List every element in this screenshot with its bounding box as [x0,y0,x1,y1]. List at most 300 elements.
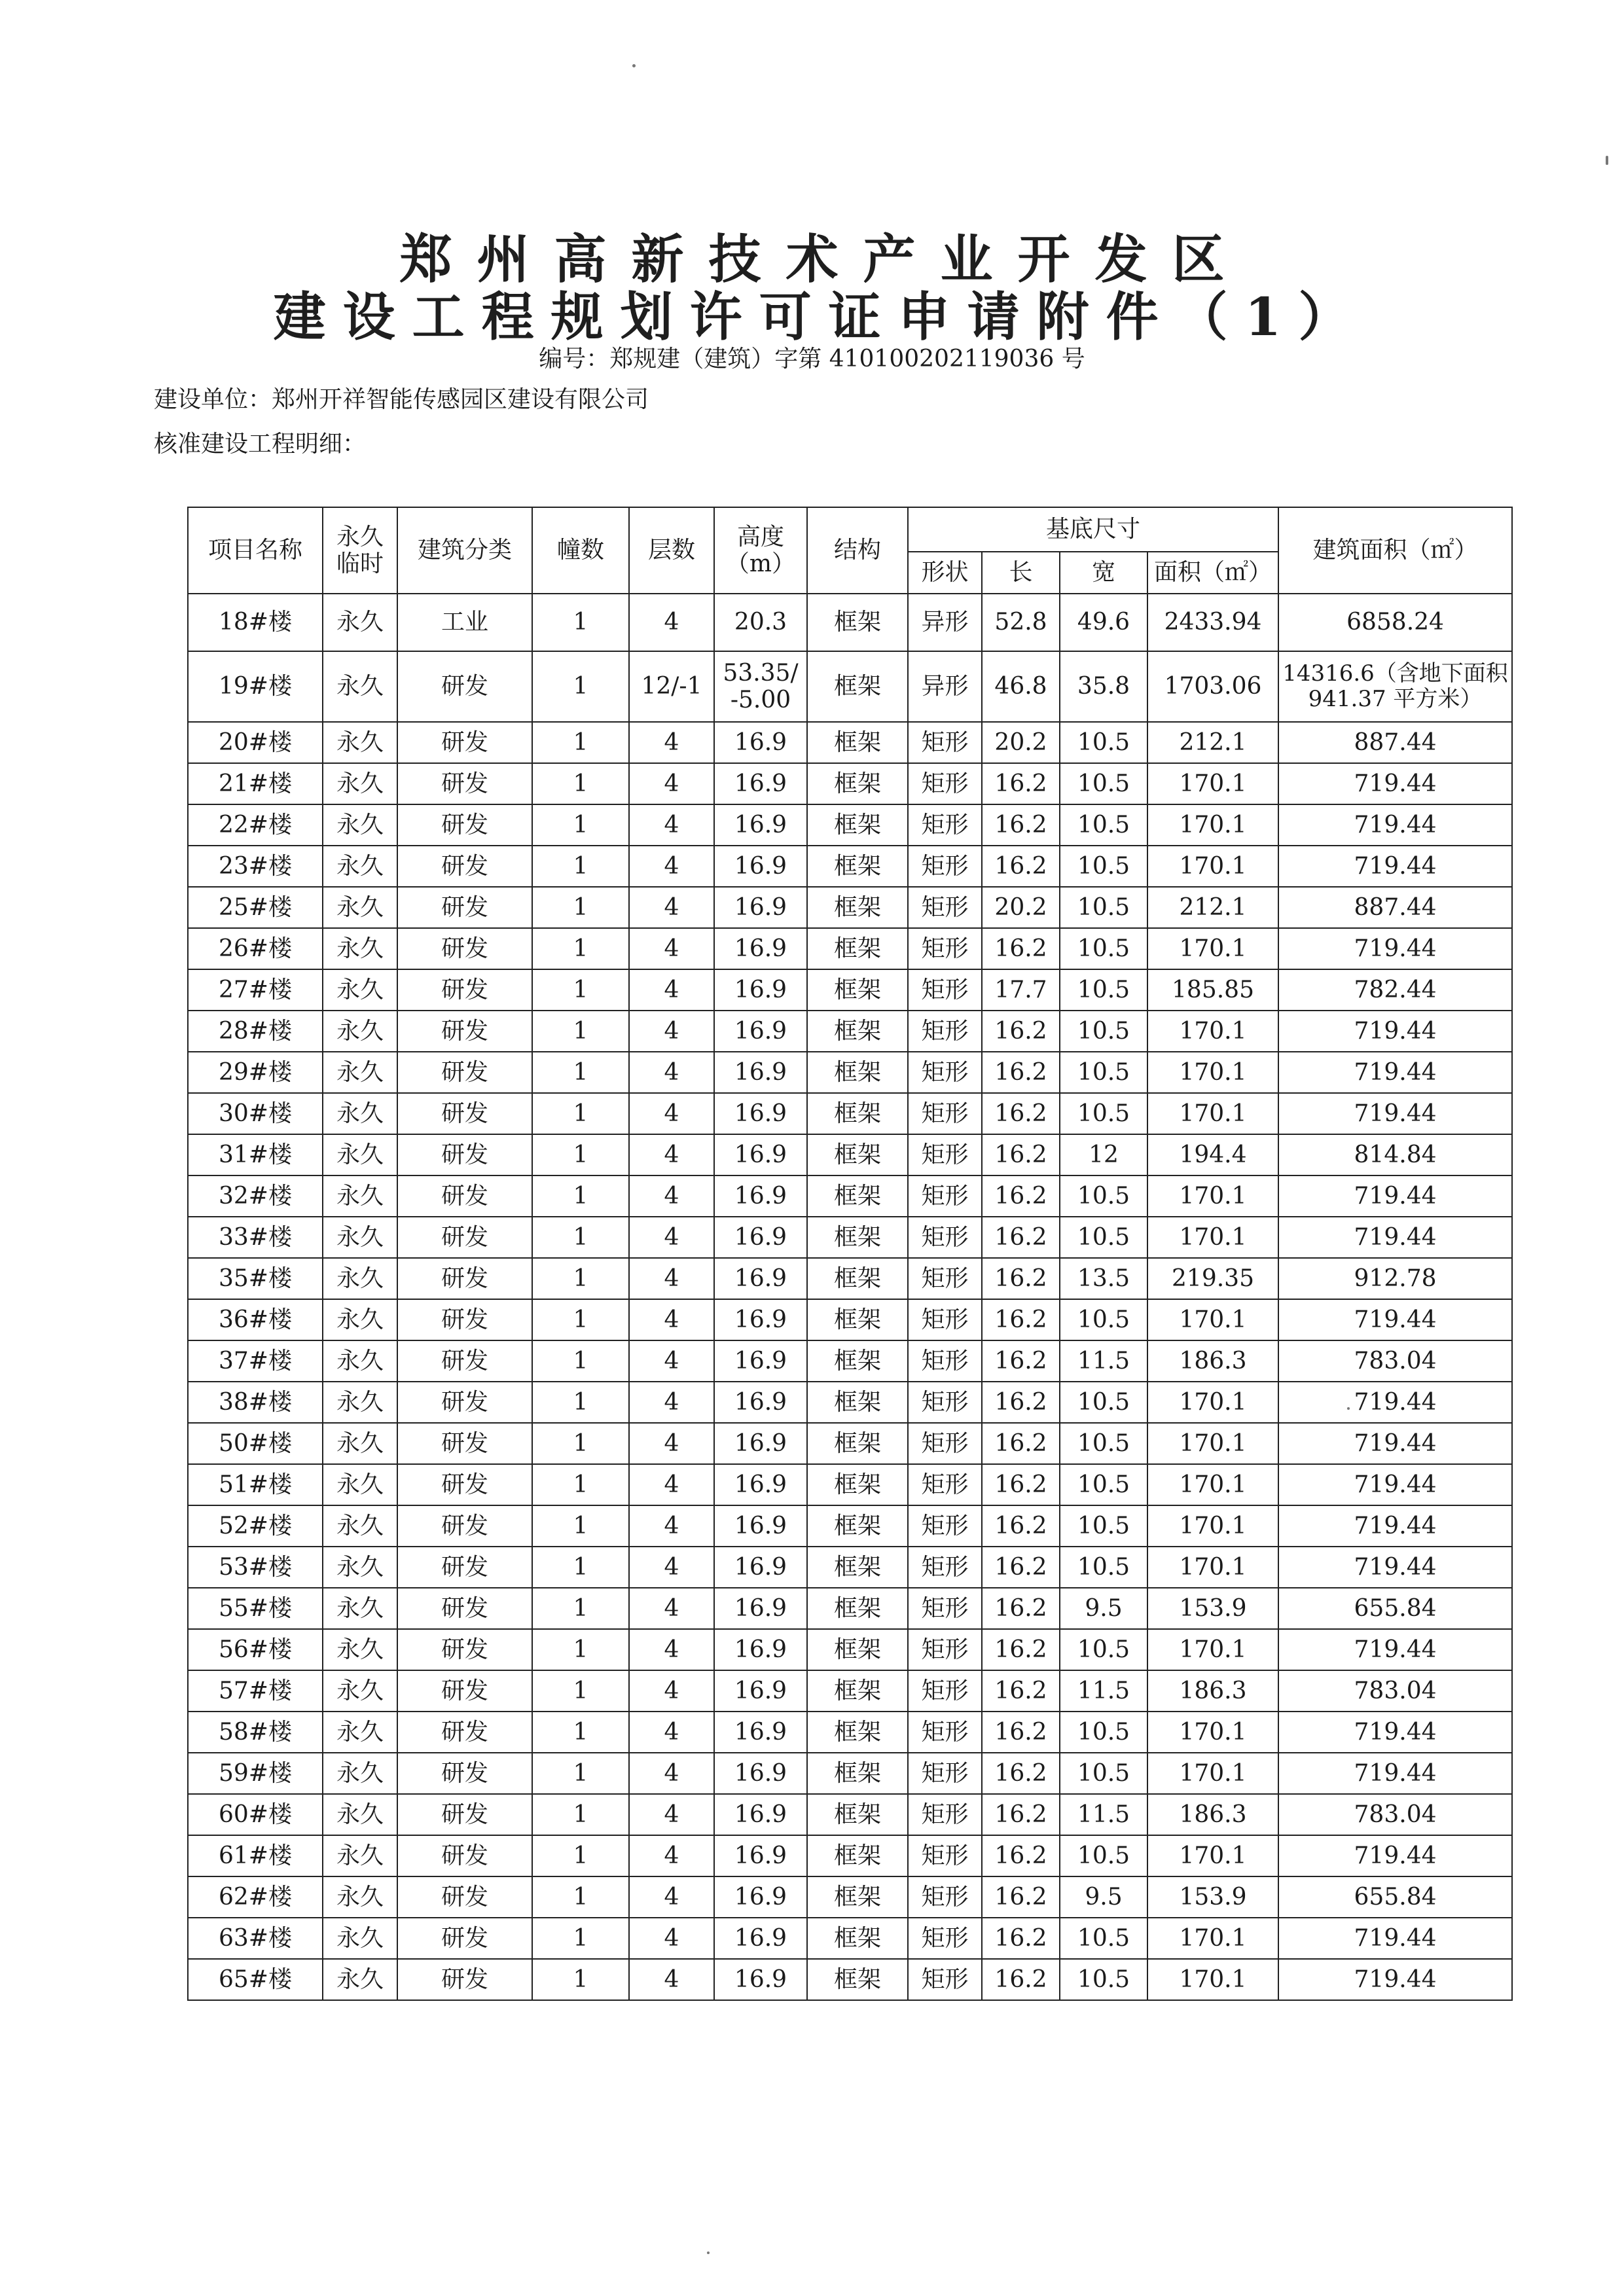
cell-structure: 框架 [807,1175,908,1217]
header-floor-area: 建筑面积（㎡） [1278,507,1512,594]
cell-height: 16.9 [714,1464,807,1505]
cell-shape: 矩形 [908,1712,982,1753]
cell-length: 16.2 [982,1382,1060,1423]
cell-category: 研发 [397,887,532,928]
cell-width: 10.5 [1060,1382,1147,1423]
cell-floor-area: 719.44 [1278,1505,1512,1547]
header-length: 长 [982,552,1060,594]
header-width: 宽 [1060,552,1147,594]
cell-width: 10.5 [1060,1712,1147,1753]
cell-length: 20.2 [982,887,1060,928]
cell-count: 1 [532,1258,629,1299]
cell-length: 16.2 [982,1299,1060,1340]
cell-floors: 4 [629,1052,714,1093]
cell-name: 56#楼 [188,1629,323,1670]
cell-name: 60#楼 [188,1794,323,1835]
table-row [188,1753,1512,1794]
cell-width: 10.5 [1060,1959,1147,2000]
cell-count: 1 [532,1052,629,1093]
cell-shape: 矩形 [908,1093,982,1134]
cell-base-area: 170.1 [1147,1835,1278,1876]
cell-floors: 4 [629,763,714,804]
cell-permanence: 永久 [323,1918,397,1959]
cell-base-area: 170.1 [1147,763,1278,804]
cell-count: 1 [532,1382,629,1423]
cell-length: 16.2 [982,1093,1060,1134]
document-number: 编号：郑规建（建筑）字第 410100202119036 号 [539,346,1085,372]
cell-width: 10.5 [1060,1217,1147,1258]
cell-category: 研发 [397,1712,532,1753]
cell-name: 28#楼 [188,1011,323,1052]
scan-speck [707,2251,710,2254]
cell-category: 研发 [397,1382,532,1423]
cell-length: 16.2 [982,1753,1060,1794]
cell-height: 16.9 [714,1217,807,1258]
cell-category: 研发 [397,1217,532,1258]
cell-shape: 矩形 [908,1794,982,1835]
cell-name: 32#楼 [188,1175,323,1217]
scan-speck [1606,156,1608,165]
cell-category: 研发 [397,1340,532,1382]
cell-shape: 矩形 [908,763,982,804]
cell-floors: 4 [629,1588,714,1629]
cell-category: 研发 [397,1629,532,1670]
cell-floors: 4 [629,846,714,887]
cell-width: 10.5 [1060,804,1147,846]
cell-base-area: 194.4 [1147,1134,1278,1175]
cell-shape: 矩形 [908,1175,982,1217]
cell-width: 13.5 [1060,1258,1147,1299]
cell-base-area: 170.1 [1147,1217,1278,1258]
cell-name: 20#楼 [188,722,323,763]
cell-length: 52.8 [982,594,1060,651]
table-row [188,763,1512,804]
cell-floor-area: 719.44 [1278,1382,1512,1423]
title-line-1: 郑州高新技术产业开发区 [399,228,1250,290]
cell-count: 1 [532,594,629,651]
cell-structure: 框架 [807,1217,908,1258]
cell-name: 29#楼 [188,1052,323,1093]
cell-shape: 矩形 [908,846,982,887]
cell-floor-area: 719.44 [1278,1629,1512,1670]
cell-structure: 框架 [807,1011,908,1052]
cell-height: 16.9 [714,846,807,887]
table-row [188,1876,1512,1918]
building-detail-table [187,507,1513,2001]
cell-shape: 矩形 [908,1959,982,2000]
cell-height: 16.9 [714,1011,807,1052]
cell-shape: 矩形 [908,928,982,969]
cell-floors: 4 [629,1876,714,1918]
cell-shape: 矩形 [908,1835,982,1876]
cell-floors: 4 [629,1547,714,1588]
cell-height: 16.9 [714,1670,807,1712]
cell-permanence: 永久 [323,1629,397,1670]
cell-width: 10.5 [1060,846,1147,887]
cell-structure: 框架 [807,1547,908,1588]
cell-count: 1 [532,1918,629,1959]
cell-height: 16.9 [714,887,807,928]
table-row [188,1217,1512,1258]
cell-width: 10.5 [1060,969,1147,1011]
cell-floor-area: 887.44 [1278,722,1512,763]
cell-permanence: 永久 [323,1382,397,1423]
cell-floor-area: 887.44 [1278,887,1512,928]
cell-base-area: 170.1 [1147,1093,1278,1134]
header-permanence: 永久 临时 [323,507,397,594]
cell-structure: 框架 [807,1423,908,1464]
cell-height: 16.9 [714,1588,807,1629]
cell-floors: 4 [629,1835,714,1876]
cell-structure: 框架 [807,1093,908,1134]
cell-count: 1 [532,887,629,928]
cell-name: 51#楼 [188,1464,323,1505]
cell-count: 1 [532,969,629,1011]
cell-floors: 4 [629,1011,714,1052]
cell-permanence: 永久 [323,1588,397,1629]
cell-name: 52#楼 [188,1505,323,1547]
cell-width: 10.5 [1060,887,1147,928]
cell-permanence: 永久 [323,1712,397,1753]
cell-shape: 矩形 [908,1753,982,1794]
table-row [188,1918,1512,1959]
table-row [188,969,1512,1011]
cell-permanence: 永久 [323,1258,397,1299]
cell-floor-area: 719.44 [1278,1712,1512,1753]
cell-permanence: 永久 [323,1835,397,1876]
cell-structure: 框架 [807,1629,908,1670]
table-row [188,1423,1512,1464]
cell-length: 16.2 [982,1588,1060,1629]
cell-floors: 4 [629,1670,714,1712]
cell-name: 30#楼 [188,1093,323,1134]
cell-floor-area: 719.44 [1278,763,1512,804]
cell-height: 16.9 [714,969,807,1011]
cell-width: 10.5 [1060,763,1147,804]
cell-floors: 4 [629,1753,714,1794]
cell-permanence: 永久 [323,1011,397,1052]
cell-name: 57#楼 [188,1670,323,1712]
cell-floor-area: 719.44 [1278,1011,1512,1052]
cell-floor-area: 719.44 [1278,846,1512,887]
table-row [188,1340,1512,1382]
cell-width: 10.5 [1060,1629,1147,1670]
cell-width: 10.5 [1060,1093,1147,1134]
cell-category: 研发 [397,1011,532,1052]
cell-height: 16.9 [714,1340,807,1382]
cell-floors: 4 [629,722,714,763]
cell-length: 16.2 [982,928,1060,969]
table-row [188,1134,1512,1175]
table-row [188,594,1512,651]
cell-structure: 框架 [807,1382,908,1423]
cell-floors: 4 [629,1175,714,1217]
cell-structure: 框架 [807,887,908,928]
cell-shape: 矩形 [908,1423,982,1464]
cell-length: 16.2 [982,1505,1060,1547]
cell-base-area: 186.3 [1147,1794,1278,1835]
cell-name: 62#楼 [188,1876,323,1918]
cell-base-area: 170.1 [1147,1959,1278,2000]
cell-floor-area: 719.44 [1278,928,1512,969]
cell-name: 22#楼 [188,804,323,846]
title-line-2: 建设工程规划许可证申请附件（1） [273,286,1368,348]
cell-width: 12 [1060,1134,1147,1175]
cell-height: 16.9 [714,1629,807,1670]
cell-width: 11.5 [1060,1794,1147,1835]
cell-shape: 矩形 [908,1217,982,1258]
cell-shape: 矩形 [908,1340,982,1382]
cell-category: 研发 [397,1835,532,1876]
cell-height: 16.9 [714,1382,807,1423]
cell-width: 35.8 [1060,651,1147,722]
table-row [188,1175,1512,1217]
cell-name: 31#楼 [188,1134,323,1175]
cell-shape: 矩形 [908,1011,982,1052]
cell-structure: 框架 [807,722,908,763]
cell-width: 10.5 [1060,1835,1147,1876]
cell-length: 16.2 [982,1175,1060,1217]
cell-count: 1 [532,928,629,969]
cell-length: 16.2 [982,1134,1060,1175]
scan-speck [1347,1407,1350,1410]
cell-permanence: 永久 [323,763,397,804]
cell-floors: 4 [629,1258,714,1299]
cell-floor-area: 719.44 [1278,1835,1512,1876]
header-floors: 层数 [629,507,714,594]
table-row [188,722,1512,763]
cell-length: 16.2 [982,1629,1060,1670]
cell-count: 1 [532,846,629,887]
table-row [188,1547,1512,1588]
cell-shape: 矩形 [908,1258,982,1299]
cell-length: 16.2 [982,1835,1060,1876]
cell-length: 16.2 [982,804,1060,846]
cell-permanence: 永久 [323,1547,397,1588]
cell-base-area: 170.1 [1147,1505,1278,1547]
cell-floor-area: 6858.24 [1278,594,1512,651]
cell-floor-area: 719.44 [1278,1423,1512,1464]
cell-floor-area: 655.84 [1278,1588,1512,1629]
cell-height: 16.9 [714,1175,807,1217]
cell-category: 研发 [397,1588,532,1629]
cell-name: 63#楼 [188,1918,323,1959]
cell-shape: 矩形 [908,722,982,763]
cell-count: 1 [532,1794,629,1835]
cell-category: 研发 [397,1093,532,1134]
cell-height: 16.9 [714,1134,807,1175]
cell-height: 16.9 [714,763,807,804]
table-row [188,1011,1512,1052]
cell-count: 1 [532,1629,629,1670]
cell-length: 16.2 [982,1959,1060,2000]
cell-structure: 框架 [807,1670,908,1712]
cell-height: 16.9 [714,1753,807,1794]
cell-shape: 矩形 [908,1052,982,1093]
cell-floor-area: 719.44 [1278,1918,1512,1959]
cell-permanence: 永久 [323,928,397,969]
cell-name: 27#楼 [188,969,323,1011]
cell-floors: 4 [629,1423,714,1464]
cell-permanence: 永久 [323,1876,397,1918]
cell-length: 46.8 [982,651,1060,722]
cell-shape: 矩形 [908,1876,982,1918]
cell-width: 11.5 [1060,1340,1147,1382]
header-count: 幢数 [532,507,629,594]
scan-speck [632,64,636,67]
cell-name: 26#楼 [188,928,323,969]
cell-name: 53#楼 [188,1547,323,1588]
cell-category: 研发 [397,1134,532,1175]
cell-structure: 框架 [807,763,908,804]
cell-height: 16.9 [714,722,807,763]
cell-count: 1 [532,1464,629,1505]
cell-length: 16.2 [982,1340,1060,1382]
table-row [188,1670,1512,1712]
cell-length: 20.2 [982,722,1060,763]
cell-count: 1 [532,1175,629,1217]
cell-category: 研发 [397,1464,532,1505]
cell-base-area: 170.1 [1147,1712,1278,1753]
cell-name: 18#楼 [188,594,323,651]
cell-count: 1 [532,1835,629,1876]
cell-permanence: 永久 [323,969,397,1011]
cell-shape: 矩形 [908,804,982,846]
cell-structure: 框架 [807,1835,908,1876]
cell-name: 36#楼 [188,1299,323,1340]
cell-structure: 框架 [807,1258,908,1299]
cell-floor-area: 783.04 [1278,1340,1512,1382]
cell-floor-area: 14316.6（含地下面积 941.37 平方米） [1278,651,1512,722]
cell-base-area: 2433.94 [1147,594,1278,651]
cell-count: 1 [532,1340,629,1382]
cell-category: 研发 [397,1670,532,1712]
cell-base-area: 186.3 [1147,1670,1278,1712]
cell-category: 研发 [397,722,532,763]
cell-height: 16.9 [714,1835,807,1876]
table-row [188,1093,1512,1134]
cell-base-area: 170.1 [1147,1299,1278,1340]
table-header-row [188,507,1512,552]
cell-length: 16.2 [982,763,1060,804]
cell-length: 16.2 [982,1918,1060,1959]
cell-length: 16.2 [982,846,1060,887]
cell-width: 10.5 [1060,1547,1147,1588]
cell-width: 10.5 [1060,1011,1147,1052]
cell-permanence: 永久 [323,1299,397,1340]
cell-floor-area: 719.44 [1278,1753,1512,1794]
cell-length: 16.2 [982,1794,1060,1835]
cell-shape: 异形 [908,594,982,651]
cell-name: 35#楼 [188,1258,323,1299]
cell-width: 10.5 [1060,928,1147,969]
cell-base-area: 170.1 [1147,804,1278,846]
cell-shape: 矩形 [908,1299,982,1340]
cell-floors: 4 [629,1093,714,1134]
table-row [188,1052,1512,1093]
table-row [188,928,1512,969]
cell-permanence: 永久 [323,651,397,722]
cell-permanence: 永久 [323,846,397,887]
cell-base-area: 1703.06 [1147,651,1278,722]
cell-name: 33#楼 [188,1217,323,1258]
cell-floors: 4 [629,1959,714,2000]
cell-base-area: 186.3 [1147,1340,1278,1382]
cell-shape: 矩形 [908,1547,982,1588]
cell-base-area: 185.85 [1147,969,1278,1011]
cell-length: 17.7 [982,969,1060,1011]
cell-length: 16.2 [982,1052,1060,1093]
cell-name: 21#楼 [188,763,323,804]
cell-floor-area: 783.04 [1278,1670,1512,1712]
cell-floors: 4 [629,594,714,651]
cell-floors: 4 [629,1629,714,1670]
header-name: 项目名称 [188,507,323,594]
cell-count: 1 [532,1217,629,1258]
cell-floor-area: 655.84 [1278,1876,1512,1918]
cell-structure: 框架 [807,651,908,722]
cell-count: 1 [532,1423,629,1464]
cell-structure: 框架 [807,1052,908,1093]
cell-height: 16.9 [714,1876,807,1918]
table-row [188,1505,1512,1547]
cell-base-area: 170.1 [1147,1547,1278,1588]
cell-shape: 矩形 [908,1505,982,1547]
cell-category: 研发 [397,651,532,722]
table-row [188,1464,1512,1505]
cell-length: 16.2 [982,1423,1060,1464]
cell-floor-area: 912.78 [1278,1258,1512,1299]
cell-structure: 框架 [807,969,908,1011]
header-height: 高度 （m） [714,507,807,594]
cell-category: 研发 [397,1423,532,1464]
cell-width: 11.5 [1060,1670,1147,1712]
cell-count: 1 [532,651,629,722]
cell-name: 55#楼 [188,1588,323,1629]
cell-width: 10.5 [1060,1052,1147,1093]
cell-permanence: 永久 [323,594,397,651]
cell-length: 16.2 [982,1670,1060,1712]
cell-floor-area: 719.44 [1278,804,1512,846]
cell-width: 49.6 [1060,594,1147,651]
table-row [188,1794,1512,1835]
cell-height: 16.9 [714,1547,807,1588]
cell-permanence: 永久 [323,1423,397,1464]
cell-floors: 4 [629,887,714,928]
cell-structure: 框架 [807,1299,908,1340]
cell-structure: 框架 [807,1918,908,1959]
cell-height: 16.9 [714,1959,807,2000]
cell-floors: 4 [629,1464,714,1505]
cell-count: 1 [532,1712,629,1753]
cell-floor-area: 719.44 [1278,1175,1512,1217]
cell-height: 53.35/ -5.00 [714,651,807,722]
cell-floors: 4 [629,1299,714,1340]
cell-length: 16.2 [982,1464,1060,1505]
cell-width: 10.5 [1060,1299,1147,1340]
cell-count: 1 [532,722,629,763]
cell-base-area: 170.1 [1147,1423,1278,1464]
cell-count: 1 [532,1299,629,1340]
cell-shape: 矩形 [908,1134,982,1175]
header-shape: 形状 [908,552,982,594]
cell-floor-area: 719.44 [1278,1052,1512,1093]
cell-category: 研发 [397,1052,532,1093]
cell-category: 研发 [397,1959,532,2000]
table-row [188,1835,1512,1876]
cell-permanence: 永久 [323,1217,397,1258]
header-category: 建筑分类 [397,507,532,594]
